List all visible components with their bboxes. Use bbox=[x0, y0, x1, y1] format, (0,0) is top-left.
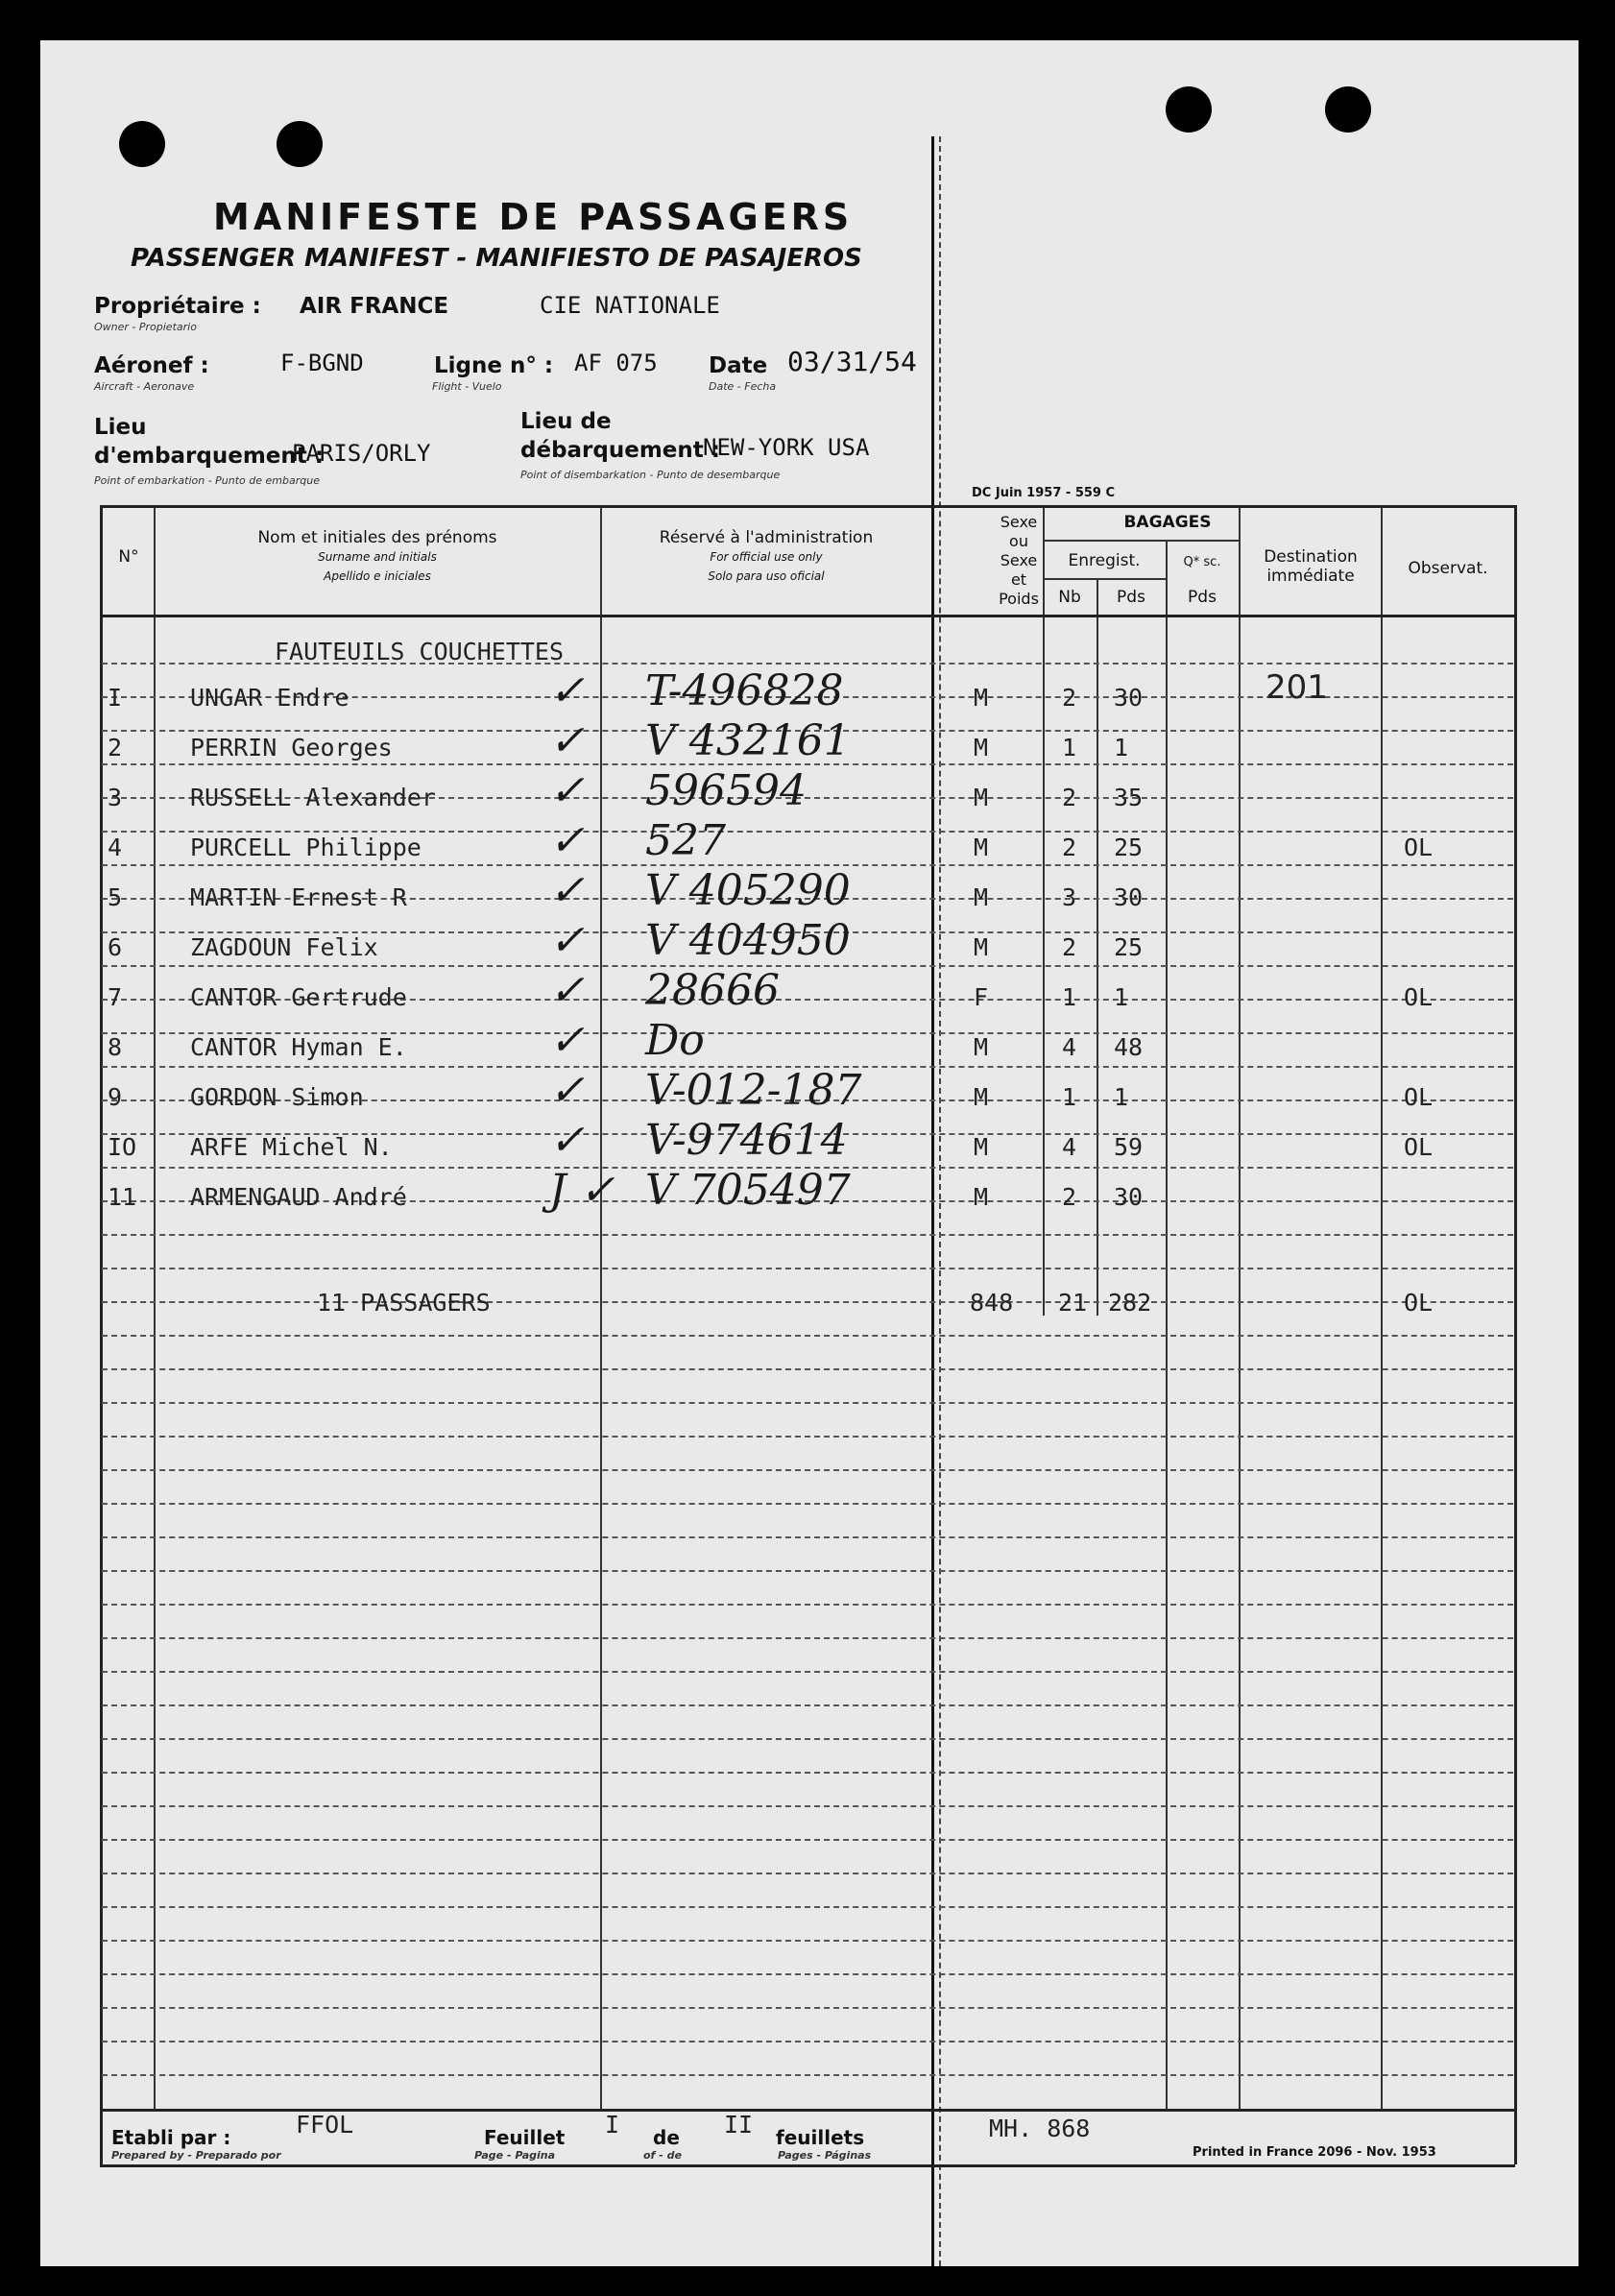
passenger-sex: M bbox=[974, 1183, 989, 1211]
section-label: FAUTEUILS COUCHETTES bbox=[275, 638, 565, 665]
page-bottom-border bbox=[100, 2164, 1515, 2167]
row-rule bbox=[102, 1604, 1513, 1606]
form-code: DC Juin 1957 - 559 C bbox=[972, 486, 1116, 500]
row-number: 9 bbox=[108, 1083, 123, 1111]
ticket-number: V-012-187 bbox=[645, 1066, 862, 1115]
observation: OL bbox=[1404, 834, 1434, 861]
row-rule bbox=[102, 1906, 1513, 1908]
column-header-admin bbox=[603, 528, 929, 586]
baggage-weight: 48 bbox=[1114, 1033, 1144, 1061]
ticket-number: T-496828 bbox=[645, 666, 844, 715]
row-rule bbox=[102, 1738, 1513, 1740]
ticket-number: 28666 bbox=[645, 966, 780, 1015]
check-mark: ✓ bbox=[549, 1016, 585, 1065]
ticket-number: V 705497 bbox=[645, 1166, 851, 1215]
ticket-number: Do bbox=[645, 1016, 705, 1065]
embarkation-value: PARIS/ORLY bbox=[292, 440, 431, 467]
row-rule bbox=[102, 2041, 1513, 2042]
destination-code: 201 bbox=[1265, 668, 1328, 707]
totals-obs: OL bbox=[1404, 1289, 1434, 1317]
column-header-observations: Observat. bbox=[1408, 559, 1488, 578]
row-rule bbox=[102, 1469, 1513, 1471]
baggage-count: 2 bbox=[1062, 1183, 1077, 1211]
passenger-sex: M bbox=[974, 1133, 989, 1161]
sheet-of-label: de bbox=[653, 2126, 680, 2149]
row-rule bbox=[102, 1637, 1513, 1639]
row-number: 6 bbox=[108, 933, 123, 961]
passenger-name: CANTOR Hyman E. bbox=[190, 1033, 407, 1061]
passenger-sex: M bbox=[974, 834, 989, 861]
passenger-name: CANTOR Gertrude bbox=[190, 983, 407, 1011]
owner-label: Propriétaire : bbox=[94, 294, 261, 319]
row-number: 7 bbox=[108, 983, 123, 1011]
prepared-by-label: Etabli par : bbox=[111, 2126, 231, 2149]
passenger-name: ZAGDOUN Felix bbox=[190, 933, 378, 961]
passenger-sex: F bbox=[974, 983, 989, 1011]
row-number: 11 bbox=[108, 1183, 137, 1211]
prepared-by-value: FFOL bbox=[296, 2111, 354, 2139]
ticket-number: V-974614 bbox=[645, 1116, 848, 1165]
row-number: 4 bbox=[108, 834, 123, 861]
row-rule bbox=[102, 1234, 1513, 1236]
row-rule bbox=[102, 1268, 1513, 1269]
disembarkation-sublabel: Point of disembarkation - Punto de desembarque bbox=[520, 469, 781, 481]
check-mark: ✓ bbox=[549, 866, 585, 915]
column-rule bbox=[600, 505, 602, 2109]
check-mark: ✓ bbox=[549, 816, 585, 865]
totals-pds: 282 bbox=[1108, 1289, 1152, 1317]
column-header-nb: Nb bbox=[1058, 588, 1081, 607]
observation: OL bbox=[1404, 1133, 1434, 1161]
owner-value: AIR FRANCE bbox=[300, 294, 449, 319]
baggage-count: 4 bbox=[1062, 1133, 1077, 1161]
baggage-weight: 30 bbox=[1114, 883, 1144, 911]
column-rule bbox=[1239, 505, 1241, 2109]
column-header-destination: Destination immédiate bbox=[1264, 547, 1358, 586]
check-mark: ✓ bbox=[549, 1066, 585, 1115]
row-rule bbox=[102, 1335, 1513, 1337]
column-header-extra: Q* sc. bbox=[1183, 555, 1221, 569]
sheet-sublabel: Page - Pagina bbox=[474, 2149, 556, 2162]
line-value: AF 075 bbox=[574, 350, 658, 376]
column-rule bbox=[154, 505, 156, 2109]
passenger-name: PURCELL Philippe bbox=[190, 834, 422, 861]
baggage-weight: 59 bbox=[1114, 1133, 1144, 1161]
passenger-name: RUSSELL Alexander bbox=[190, 784, 436, 811]
column-header-name-label: Nom et initiales des prénoms bbox=[257, 528, 497, 547]
passenger-name: ARMENGAUD André bbox=[190, 1183, 407, 1211]
form-subtitle: PASSENGER MANIFEST - MANIFIESTO DE PASAJEROS bbox=[131, 244, 862, 273]
owner-value-2: CIE NATIONALE bbox=[540, 292, 720, 319]
column-header-registered: Enregist. bbox=[1068, 551, 1141, 570]
manifest-sheet bbox=[40, 40, 1579, 2266]
punch-hole bbox=[1325, 86, 1371, 133]
baggage-count: 2 bbox=[1062, 933, 1077, 961]
row-number: 8 bbox=[108, 1033, 123, 1061]
baggage-weight: 1 bbox=[1114, 983, 1129, 1011]
baggage-weight: 30 bbox=[1114, 684, 1144, 712]
row-number: IO bbox=[108, 1133, 137, 1161]
registered-header-rule bbox=[1043, 578, 1166, 580]
punch-hole bbox=[1166, 86, 1212, 133]
date-sublabel: Date - Fecha bbox=[709, 380, 777, 393]
column-header-admin-sub1: For official use only bbox=[710, 550, 823, 564]
reference-number: MH. 868 bbox=[989, 2115, 1091, 2142]
sheet-value: I bbox=[605, 2111, 620, 2139]
check-mark: ✓ bbox=[549, 666, 585, 715]
observation: OL bbox=[1404, 983, 1434, 1011]
row-rule bbox=[102, 1973, 1513, 1975]
passenger-name: UNGAR Endre bbox=[190, 684, 350, 712]
baggage-weight: 1 bbox=[1114, 1083, 1129, 1111]
baggage-count: 2 bbox=[1062, 784, 1077, 811]
passenger-name: GORDON Simon bbox=[190, 1083, 364, 1111]
row-number: 2 bbox=[108, 734, 123, 761]
ticket-number: V 405290 bbox=[645, 866, 851, 915]
date-value: 03/31/54 bbox=[787, 346, 917, 377]
passenger-name: MARTIN Ernest R bbox=[190, 883, 407, 911]
punch-hole bbox=[119, 121, 165, 167]
column-rule bbox=[1381, 505, 1383, 2109]
row-rule bbox=[102, 1570, 1513, 1572]
row-rule bbox=[102, 1805, 1513, 1807]
baggage-weight: 1 bbox=[1114, 734, 1129, 761]
row-rule bbox=[102, 1536, 1513, 1538]
baggage-count: 1 bbox=[1062, 734, 1077, 761]
table-border-right bbox=[1514, 505, 1517, 2164]
baggage-weight: 25 bbox=[1114, 933, 1144, 961]
baggage-count: 2 bbox=[1062, 684, 1077, 712]
column-header-sex: Sexe ou Sexe et Poids bbox=[999, 513, 1039, 608]
column-header-admin-label: Réservé à l'administration bbox=[659, 528, 874, 547]
sheet-label: Feuillet bbox=[484, 2126, 566, 2149]
ticket-number: V 404950 bbox=[645, 916, 851, 965]
baggage-header-rule bbox=[1043, 540, 1239, 542]
column-header-pds: Pds bbox=[1117, 588, 1145, 607]
check-mark: ✓ bbox=[549, 966, 585, 1015]
ticket-number: V 432161 bbox=[645, 716, 851, 765]
check-mark: ✓ bbox=[549, 1116, 585, 1165]
column-header-baggage: BAGAGES bbox=[1123, 513, 1212, 532]
row-rule bbox=[102, 2074, 1513, 2076]
baggage-count: 1 bbox=[1062, 983, 1077, 1011]
totals-weight: 848 bbox=[970, 1289, 1014, 1317]
row-rule bbox=[102, 1671, 1513, 1673]
embarkation-sublabel: Point of embarkation - Punto de embarque bbox=[94, 474, 320, 487]
baggage-count: 2 bbox=[1062, 834, 1077, 861]
row-rule bbox=[102, 1873, 1513, 1874]
row-rule bbox=[102, 1301, 1513, 1303]
punch-hole bbox=[277, 121, 323, 167]
passenger-name: ARFE Michel N. bbox=[190, 1133, 393, 1161]
column-rule bbox=[1043, 505, 1045, 1316]
owner-sublabel: Owner - Propietario bbox=[94, 321, 197, 333]
sheets-sublabel: Pages - Páginas bbox=[778, 2149, 872, 2162]
line-label: Ligne n° : bbox=[434, 353, 554, 378]
disembarkation-label: Lieu de débarquement : bbox=[520, 409, 720, 463]
row-number: I bbox=[108, 684, 123, 712]
baggage-count: 4 bbox=[1062, 1033, 1077, 1061]
column-header-extra-pds: Pds bbox=[1188, 588, 1217, 607]
passenger-sex: M bbox=[974, 684, 989, 712]
passenger-sex: M bbox=[974, 784, 989, 811]
check-mark: ✓ bbox=[549, 916, 585, 965]
row-rule bbox=[102, 1503, 1513, 1505]
aircraft-value: F-BGND bbox=[280, 350, 364, 376]
column-rule bbox=[1097, 578, 1098, 1316]
form-title: MANIFESTE DE PASSAGERS bbox=[213, 196, 854, 238]
row-rule bbox=[102, 1839, 1513, 1841]
totals-nb: 21 bbox=[1058, 1289, 1088, 1317]
sheets-label: feuillets bbox=[776, 2126, 865, 2149]
line-sublabel: Flight - Vuelo bbox=[432, 380, 502, 393]
passenger-sex: M bbox=[974, 1033, 989, 1061]
sheet-of-sublabel: of - de bbox=[643, 2149, 682, 2162]
row-rule bbox=[102, 1940, 1513, 1942]
row-rule bbox=[102, 1436, 1513, 1438]
row-rule bbox=[102, 965, 1513, 967]
baggage-count: 3 bbox=[1062, 883, 1077, 911]
baggage-weight: 25 bbox=[1114, 834, 1144, 861]
disembarkation-value: NEW-YORK USA bbox=[703, 434, 870, 461]
aircraft-label: Aéronef : bbox=[94, 353, 209, 378]
row-number: 3 bbox=[108, 784, 123, 811]
row-rule bbox=[102, 2007, 1513, 2009]
row-rule bbox=[102, 831, 1513, 833]
column-header-name-sub1: Surname and initials bbox=[318, 550, 437, 564]
column-header-admin-sub2: Solo para uso oficial bbox=[708, 569, 825, 583]
column-header-no: N° bbox=[118, 547, 139, 567]
ticket-number: 596594 bbox=[645, 766, 807, 815]
passenger-sex: M bbox=[974, 933, 989, 961]
passenger-name: PERRIN Georges bbox=[190, 734, 393, 761]
printed-note: Printed in France 2096 - Nov. 1953 bbox=[1193, 2145, 1436, 2160]
check-mark: ✓ bbox=[549, 716, 585, 765]
passenger-sex: M bbox=[974, 883, 989, 911]
date-label: Date bbox=[709, 353, 768, 378]
table-header-border bbox=[100, 615, 1515, 617]
ticket-number: 527 bbox=[645, 816, 726, 865]
total-sheets-value: II bbox=[724, 2111, 754, 2139]
baggage-weight: 35 bbox=[1114, 784, 1144, 811]
observation: OL bbox=[1404, 1083, 1434, 1111]
aircraft-sublabel: Aircraft - Aeronave bbox=[94, 380, 195, 393]
baggage-count: 1 bbox=[1062, 1083, 1077, 1111]
row-rule bbox=[102, 1704, 1513, 1706]
row-rule bbox=[102, 1368, 1513, 1370]
row-rule bbox=[102, 1772, 1513, 1774]
passenger-sex: M bbox=[974, 1083, 989, 1111]
check-mark: J ✓ bbox=[549, 1166, 615, 1215]
totals-label: 11 PASSAGERS bbox=[317, 1289, 491, 1317]
passenger-sex: M bbox=[974, 734, 989, 761]
embarkation-label: Lieu d'embarquement : bbox=[94, 415, 324, 469]
column-header-name-sub2: Apellido e iniciales bbox=[324, 569, 431, 583]
prepared-by-sublabel: Prepared by - Preparado por bbox=[111, 2149, 281, 2162]
row-number: 5 bbox=[108, 883, 123, 911]
column-header-name bbox=[156, 528, 599, 586]
baggage-weight: 30 bbox=[1114, 1183, 1144, 1211]
row-rule bbox=[102, 1402, 1513, 1404]
check-mark: ✓ bbox=[549, 766, 585, 815]
table-top-border bbox=[100, 505, 1515, 508]
